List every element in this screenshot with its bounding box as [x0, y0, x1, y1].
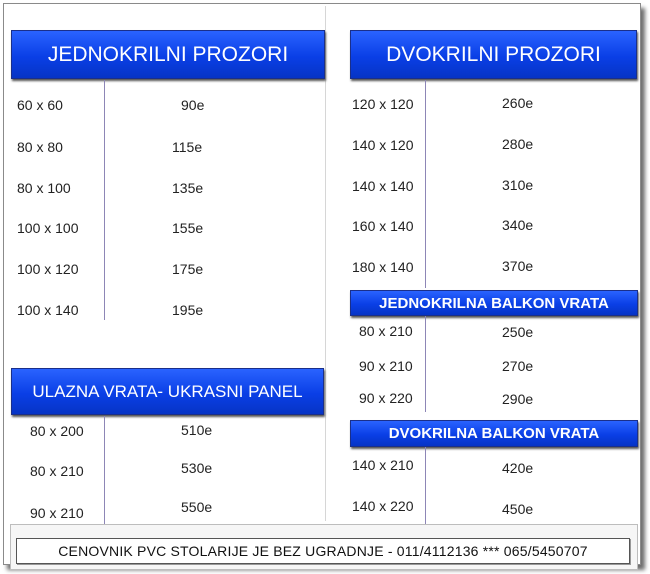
- dvokrilni-size-4: 160 x 140: [352, 218, 414, 234]
- dvokrilni-price-4: 340e: [502, 217, 534, 233]
- ulazna-price-2: 530e: [181, 460, 213, 476]
- ulazna-price-1: 510e: [181, 422, 213, 438]
- jednokrilni-price-5: 175e: [172, 261, 204, 277]
- jednokrilni-size-6: 100 x 140: [17, 302, 79, 318]
- jednokrilna-balkon-header: JEDNOKRILNA BALKON VRATA: [350, 290, 638, 316]
- ulazna-size-3: 90 x 210: [30, 505, 84, 521]
- dvokrilna-balkon-column-divider: [425, 447, 426, 525]
- jednokrilna-balkon-price-2: 270e: [502, 358, 534, 374]
- jednokrilni-price-1: 90e: [181, 97, 205, 113]
- jednokrilna-balkon-price-1: 250e: [502, 324, 534, 340]
- jednokrilni-size-5: 100 x 120: [17, 261, 79, 277]
- dvokrilni-price-2: 280e: [502, 136, 534, 152]
- jednokrilni-prozori-header: JEDNOKRILNI PROZORI: [11, 30, 325, 79]
- jednokrilni-size-2: 80 x 80: [17, 139, 63, 155]
- jednokrilni-price-4: 155e: [172, 220, 204, 236]
- jednokrilni-price-2: 115e: [172, 139, 203, 155]
- jednokrilni-price-6: 195e: [172, 302, 204, 318]
- jednokrilni-size-1: 60 x 60: [17, 97, 63, 113]
- dvokrilni-size-3: 140 x 140: [352, 178, 414, 194]
- jednokrilna-balkon-price-3: 290e: [502, 391, 534, 407]
- dvokrilni-size-1: 120 x 120: [352, 96, 414, 112]
- jednokrilni-size-3: 80 x 100: [17, 180, 71, 196]
- dvokrilni-price-5: 370e: [502, 258, 534, 274]
- dvokrilna-balkon-header: DVOKRILNA BALKON VRATA: [350, 420, 638, 447]
- jednokrilni-column-divider: [104, 80, 105, 320]
- ulazna-column-divider: [104, 416, 105, 524]
- ulazna-size-2: 80 x 210: [30, 463, 84, 479]
- jednokrilna-balkon-size-3: 90 x 220: [359, 390, 413, 406]
- dvokrilna-balkon-size-1: 140 x 210: [352, 457, 414, 473]
- dvokrilna-balkon-price-1: 420e: [502, 460, 534, 476]
- dvokrilna-balkon-size-2: 140 x 220: [352, 498, 414, 514]
- dvokrilni-size-5: 180 x 140: [352, 259, 414, 275]
- column-divider: [325, 6, 326, 521]
- dvokrilna-balkon-price-2: 450e: [502, 501, 534, 517]
- ulazna-vrata-header: ULAZNA VRATA- UKRASNI PANEL: [11, 368, 324, 415]
- dvokrilni-price-1: 260e: [502, 95, 534, 111]
- jednokrilni-price-3: 135e: [172, 180, 204, 196]
- ulazna-size-1: 80 x 200: [30, 423, 84, 439]
- jednokrilni-size-4: 100 x 100: [17, 220, 79, 236]
- dvokrilni-size-2: 140 x 120: [352, 137, 414, 153]
- ulazna-price-3: 550e: [181, 499, 213, 515]
- jednokrilna-balkon-size-2: 90 x 210: [359, 358, 413, 374]
- dvokrilni-prozori-header: DVOKRILNI PROZORI: [350, 30, 637, 79]
- dvokrilni-price-3: 310e: [502, 177, 534, 193]
- footer-note: CENOVNIK PVC STOLARIJE JE BEZ UGRADNJE - 011/4112136 *** 065/5450707: [16, 538, 630, 564]
- price-list-frame: [3, 3, 641, 565]
- dvokrilni-column-divider: [425, 80, 426, 288]
- jednokrilna-balkon-column-divider: [425, 316, 426, 412]
- jednokrilna-balkon-size-1: 80 x 210: [359, 323, 413, 339]
